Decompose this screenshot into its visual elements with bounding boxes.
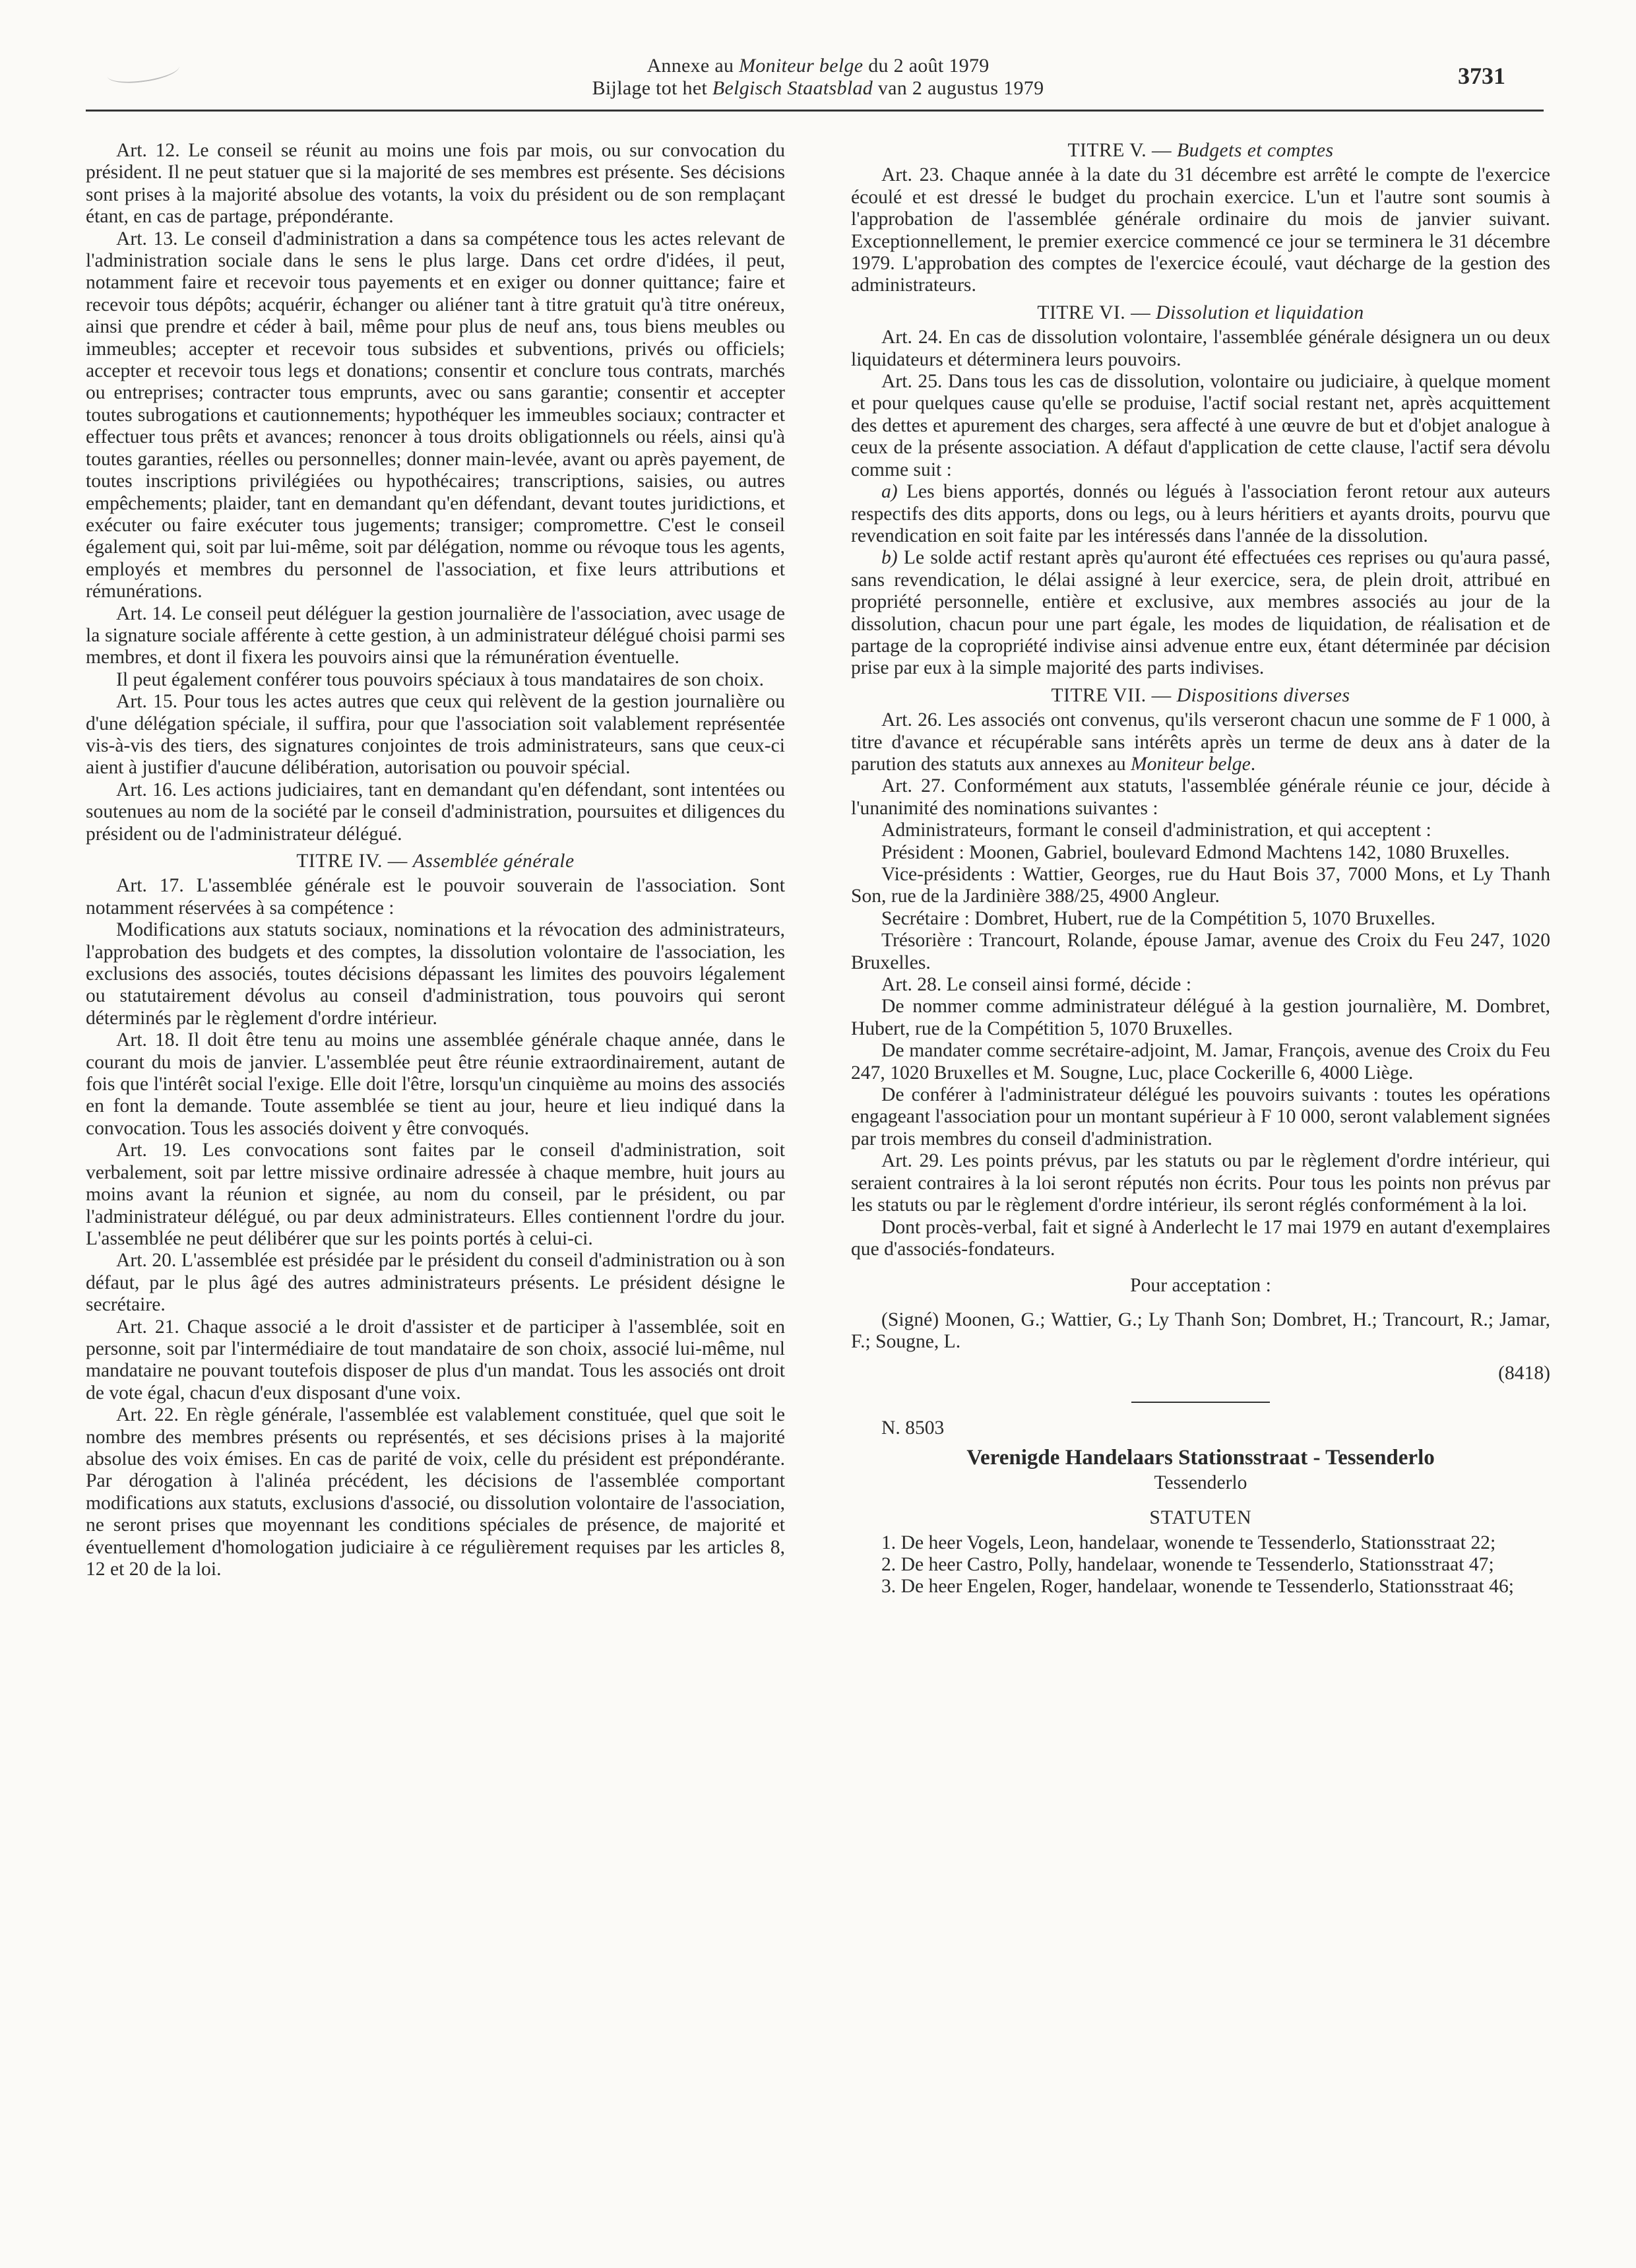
article-20: Art. 20. L'assemblée est présidée par le président du conseil d'administration ou à son défaut, par le plus âgé des autres administrateurs présents. Le président désigne le secrétaire. xyxy=(86,1250,785,1316)
article-24: Art. 24. En cas de dissolution volontaire, l'assemblée générale désignera un ou deux liquidateurs et déterminera leurs pouvoirs. xyxy=(851,327,1550,370)
article-16: Art. 16. Les actions judiciaires, tant en demandant qu'en défendant, sont intentées ou soutenues au nom de la société par le conseil d'administration, poursuites et diligences du président ou de l'administrateur délégué. xyxy=(86,779,785,845)
article-14-cont: Il peut également conférer tous pouvoirs spéciaux à tous mandataires de son choix. xyxy=(116,668,765,690)
secretary-line: Secrétaire : Dombret, Hubert, rue de la Compétition 5, 1070 Bruxelles. xyxy=(881,907,1435,929)
article-19: Art. 19. Les convocations sont faites par le conseil d'administration, soit verbalement, soit par lettre missive ordinaire adressée à chaque membre, huit jours au moins avant la réunion et signée, au nom du conseil, par le président, ou par l'administrateur délégué, ou par deux administrateurs. Elles contiennent l'ordre du jour. L'assemblée ne peut délibérer que sur les points portés à celui-ci. xyxy=(86,1140,785,1249)
article-22: Art. 22. En règle générale, l'assemblée est valablement constituée, quel que soit le nombre des membres présents ou représentés, et ses décisions prises à la majorité absolue des voix émises. En cas de parité de voix, celle du président est prépondérante. Par dérogation à l'alinéa précédent, les décisions de l'assemblée comportant modifications aux statuts, exclusions d'associé, ou dissolution volontaire de l'association, ne seront prises que moyennant les conditions spéciales de présence, de majorité et éventuellement d'homologation judiciaire à ce régulièrement requises par les articles 8, 12 et 20 de la loi. xyxy=(86,1404,785,1580)
article-23: Art. 23. Chaque année à la date du 31 décembre est arrêté le compte de l'exercice écoulé et est dressé le budget du prochain exercice. L'un et l'autre sont soumis à l'approbation de l'assemblée générale ordinaire du mois de janvier suivant. Exceptionnellement, le premier exercice commencé ce jour se terminera le 31 décembre 1979. L'approbation des comptes de l'exercice écoulé, vaut décharge de la gestion des administrateurs. xyxy=(851,164,1550,296)
article-28: Art. 28. Le conseil ainsi formé, décide : xyxy=(881,974,1192,996)
article-21: Art. 21. Chaque associé a le droit d'assister et de participer à l'assemblée, soit en personne, soit par l'intermédiaire de tout mandataire de son choix, associé lui-même, nul mandataire ne pouvant toutefois disposer de plus d'un mandat. Tous les associés ont droit de vote égal, chacun d'eux disposant d'une voix. xyxy=(86,1316,785,1404)
founder-3: 3. De heer Engelen, Roger, handelaar, wonende te Tessenderlo, Stationsstraat 46; xyxy=(881,1576,1514,1598)
left-column xyxy=(86,140,785,1580)
titre-vi-heading: TITRE VI. — Dissolution et liquidation xyxy=(1037,302,1364,323)
treasurer-line: Trésorière : Trancourt, Rolande, épouse Jamar, avenue des Croix du Feu 247, 1020 Bruxelles. xyxy=(851,930,1550,973)
founder-1: 1. De heer Vogels, Leon, handelaar, wonende te Tessenderlo, Stationsstraat 22; xyxy=(881,1532,1496,1553)
titre-vii-heading: TITRE VII. — Dispositions diverses xyxy=(1051,684,1350,706)
delegate-powers: De conférer à l'administrateur délégué les pouvoirs suivants : toutes les opérations engageant l'association pour un montant supérieur à F 10 000, seront valablement signées par trois membres du conseil d'administration. xyxy=(851,1084,1550,1150)
deputy-secretary: De mandater comme secrétaire-adjoint, M. Jamar, François, avenue des Croix du Feu 247, 1020 Bruxelles et M. Sougne, Luc, place Cockerille 6, 4000 Liège. xyxy=(851,1040,1550,1084)
company-place: Tessenderlo xyxy=(1154,1472,1247,1493)
article-25: Art. 25. Dans tous les cas de dissolution, volontaire ou judiciaire, à quelque moment et pour quelques cause qu'elle se produise, l'actif social restant net, après acquittement des dettes et apurement des charges, sera affecté à une œuvre de but et d'objet analogue à ceux de la présente association. A défaut d'application de cette clause, l'actif sera dévolu comme suit : xyxy=(851,371,1550,480)
page-number: 3731 xyxy=(1458,63,1505,89)
statuten-heading: STATUTEN xyxy=(1149,1507,1252,1529)
article-15: Art. 15. Pour tous les actes autres que ceux qui relèvent de la gestion journalière ou d'une délégation spéciale, il suffira, pour que l'association soit valablement représentée vis-à-vis des tiers, des signatures conjointes de trois administrateurs, sans que ceux-ci aient à justifier d'aucune délibération, autorisation ou pouvoir spécial. xyxy=(86,691,785,779)
article-14: Art. 14. Le conseil peut déléguer la gestion journalière de l'association, avec usage de la signature sociale afférente à cette gestion, à un administrateur délégué choisi parmi ses membres, et dont il fixera les pouvoirs ainsi que la rémunération éventuelle. xyxy=(86,602,785,668)
vice-presidents-line: Vice-présidents : Wattier, Georges, rue du Haut Bois 37, 7000 Mons, et Ly Thanh Son, rue de la Jardinière 388/25, 4900 Angleur. xyxy=(851,864,1550,907)
titre-iv-heading: TITRE IV. — Assemblée générale xyxy=(296,851,575,872)
titre-v-heading: TITRE V. — Budgets et comptes xyxy=(1067,140,1334,161)
administrators-intro: Administrateurs, formant le conseil d'administration, et qui acceptent : xyxy=(881,820,1432,841)
signatures: (Signé) Moonen, G.; Wattier, G.; Ly Thanh Son; Dombret, H.; Trancourt, R.; Jamar, F.; Sougne, L. xyxy=(851,1309,1550,1353)
article-18: Art. 18. Il doit être tenu au moins une assemblée générale chaque année, dans le courant du mois de janvier. L'assemblée peut être réunie extraordinairement, autant de fois que l'intérêt social l'exige. Elle doit l'être, lorsqu'un cinquième au moins des associés en font la demande. Toute assemblée se tient au jour, heure et lieu indiqué dans la convocation. Tous les associés doivent y être convoqués. xyxy=(86,1029,785,1139)
right-column xyxy=(851,140,1550,1598)
company-name: Verenigde Handelaars Stationsstraat - Tessenderlo xyxy=(966,1446,1435,1470)
delegate-appointment: De nommer comme administrateur délégué à la gestion journalière, M. Dombret, Hubert, rue de la Compétition 5, 1070 Bruxelles. xyxy=(851,996,1550,1039)
article-26: Art. 26. Les associés ont convenus, qu'ils verseront chacun une somme de F 1 000, à titre d'avance et récupérable sans intérêts après un terme de deux ans à dater de la parution des statuts aux annexes au Moniteur belge. xyxy=(851,709,1550,775)
article-29: Art. 29. Les points prévus, par les statuts ou par le règlement d'ordre intérieur, qui seraient contraires à la loi seront réputés non écrits. Pour tous les points non prévus par les statuts ou par le règlement d'ordre intérieur, ils seront réglés conformément à la loi. xyxy=(851,1150,1550,1216)
acceptance-label: Pour acceptation : xyxy=(1130,1275,1271,1297)
header-dutch: Bijlage tot het Belgisch Staatsblad van 2 augustus 1979 xyxy=(592,77,1044,99)
section-separator xyxy=(1131,1402,1270,1403)
article-13: Art. 13. Le conseil d'administration a dans sa compétence tous les actes relevant de l'administration sociale dans le sens le plus large. Dans cet ordre d'idées, il peut, notamment faire et recevoir tous payements et en exiger ou donner quittance; faire et recevoir tous dépôts; acquérir, échanger ou aliéner tant à titre gratuit qu'à titre onéreux, ainsi que prendre et céder à bail, même pour plus de neuf ans, tous biens meubles ou immeubles; accepter et recevoir tous subsides et subventions, privés ou officiels; accepter et recevoir tous legs et donations; consentir et conclure tous contrats, marchés ou entreprises; contracter tous emprunts, avec ou sans garantie; consentir et accepter toutes subrogations et cautionnements; hypothéquer les immeubles sociaux; contracter et effectuer tous prêts et avances; renoncer à tous droits obligationnels ou réels, ainsi qu'à toutes garanties, réelles ou personnelles; donner main-levée, avant ou après payement, de toutes inscriptions privilégiées ou hypothécaires; transcriptions, saisies, ou autres empêchements; plaider, tant en demandant qu'en défendant, devant toutes juridictions, et exécuter ou faire exécuter tous jugements; transiger; compromettre. C'est le conseil également qui, soit par lui-même, soit par délégation, nomme ou révoque tous les agents, employés et membres du personnel de l'association, et fixe leurs attributions et rémunérations. xyxy=(86,228,785,602)
closing-statement: Dont procès-verbal, fait et signé à Anderlecht le 17 mai 1979 en autant d'exemplaires que d'associés-fondateurs. xyxy=(851,1216,1550,1260)
reference-number: (8418) xyxy=(1498,1362,1550,1384)
entry-number: N. 8503 xyxy=(881,1417,945,1439)
founder-2: 2. De heer Castro, Polly, handelaar, wonende te Tessenderlo, Stationsstraat 47; xyxy=(881,1553,1494,1575)
article-17: Art. 17. L'assemblée générale est le pouvoir souverain de l'association. Sont notamment réservées à sa compétence : xyxy=(86,875,785,919)
header-french: Annexe au Moniteur belge du 2 août 1979 xyxy=(646,55,990,77)
president-line: Président : Moonen, Gabriel, boulevard Edmond Machtens 142, 1080 Bruxelles. xyxy=(881,841,1510,863)
article-17-list: Modifications aux statuts sociaux, nominations et la révocation des administrateurs, l'approbation des budgets et des comptes, la dissolution volontaire de l'association, les exclusions des associés, toutes décisions dépassant les limites des pouvoirs légalement ou statutairement dévolus au conseil d'administration, tous pouvoirs qui seront déterminés par le règlement d'ordre intérieur. xyxy=(86,919,785,1029)
article-25-a: a) Les biens apportés, donnés ou légués à l'association feront retour aux auteurs respectifs des dits apports, dons ou legs, ou à leurs héritiers et ayants droits, pourvu que revendication en soit faite par les intéressés dans l'année de la dissolution. xyxy=(851,481,1550,546)
article-27: Art. 27. Conformément aux statuts, l'assemblée générale réunie ce jour, décide à l'unanimité des nominations suivantes : xyxy=(851,775,1550,819)
page-header xyxy=(0,46,1636,112)
article-25-b: b) Le solde actif restant après qu'auront été effectuées ces reprises ou qu'aura passé, sans revendication, le délai assigné à leur exercice, sera, de plein droit, attribué en propriété personnelle, entière et exclusive, aux membres associés au jour de la dissolution, chacun pour une part égale, les modes de liquidation, de réalisation et de partage de la copropriété indivise ainsi advenue entre eux, étant déterminée par décision prise par eux à la simple majorité des parts indivises. xyxy=(851,547,1550,679)
header-rule xyxy=(86,110,1544,112)
article-12: Art. 12. Le conseil se réunit au moins une fois par mois, ou sur convocation du président. Il ne peut statuer que si la majorité de ses membres est présente. Ses décisions sont prises à la majorité absolue des votants, la voix du président ou de son remplaçant étant, en cas de partage, prépondérante. xyxy=(86,140,785,228)
